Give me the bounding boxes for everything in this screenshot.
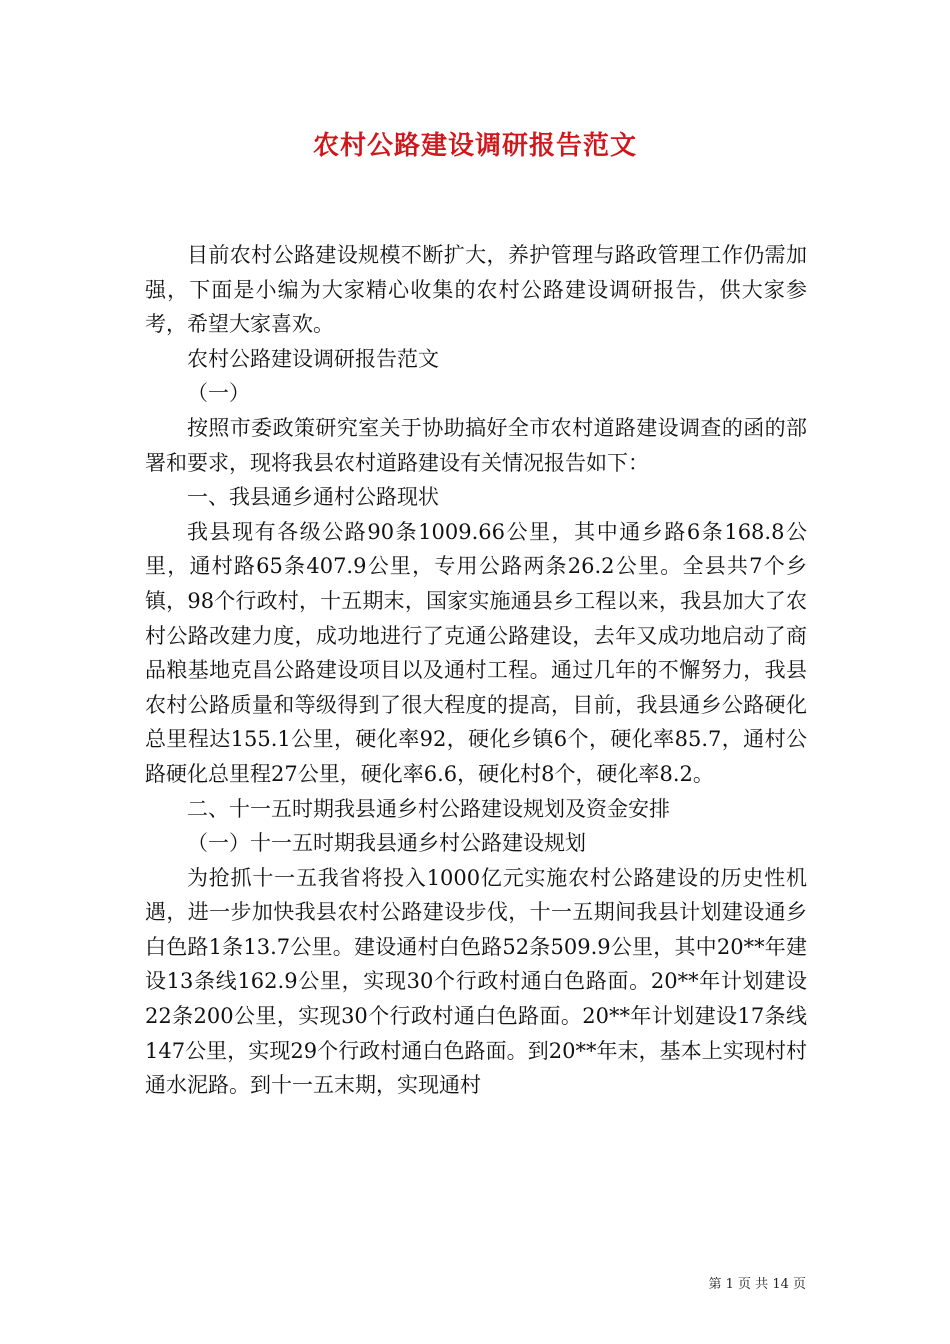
heading-section-1: 一、我县通乡通村公路现状 [187,485,439,510]
heading-section-2: 二、十一五时期我县通乡村公路建设规划及资金安排 [187,796,670,821]
document-title: 农村公路建设调研报告范文 [312,131,637,161]
paragraph-section-marker: （一） [187,381,250,406]
paragraph-status: 我县现有各级公路90条1009.66公里，其中通乡路6条168.8公里，通村路65条407.9公里，专用公路两条26.2公里。全县共7个乡镇，98个行政村，十五期末，国家实施通县乡工程以来，我县加大了农村公路改建力度，成功地进行了克通公路建设，去年又成功地启动了商品粮基地克昌公路建设项目以及通村工程。通过几年的不懈努力，我县农村公路质量和等级得到了很大程度的提高，目前，我县通乡公路硬化总里程达155.1公里，硬化率92，硬化乡镇6个，硬化率85.7，通村公路硬化总里程27公里，硬化率6.6，硬化村8个，硬化率8.2。 [145,519,807,786]
page-number: 第 1 页 共 14 页 [708,1277,806,1292]
heading-subsection-1: （一）十一五时期我县通乡村公路建设规划 [187,831,586,856]
paragraph-plan: 为抢抓十一五我省将投入1000亿元实施农村公路建设的历史性机遇，进一步加快我县农村公路建设步伐，十一五期间我县计划建设通乡白色路1条13.7公里。建设通村白色路52条509.9公里，其中20**年建设13条线162.9公里，实现30个行政村通白色路面。20**年计划建设22条200公里，实现30个行政村通白色路面。20**年计划建设17条线147公里，实现29个行政村通白色路面。到20**年末，基本上实现村村通水泥路。到十一五末期，实现通村 [145,865,807,1098]
paragraph-purpose: 按照市委政策研究室关于协助搞好全市农村道路建设调查的函的部署和要求，现将我县农村道路建设有关情况报告如下： [145,415,807,475]
paragraph-subtitle: 农村公路建设调研报告范文 [187,346,439,371]
paragraph-intro: 目前农村公路建设规模不断扩大，养护管理与路政管理工作仍需加强，下面是小编为大家精心收集的农村公路建设调研报告，供大家参考，希望大家喜欢。 [145,243,807,337]
document-body [145,238,807,1103]
